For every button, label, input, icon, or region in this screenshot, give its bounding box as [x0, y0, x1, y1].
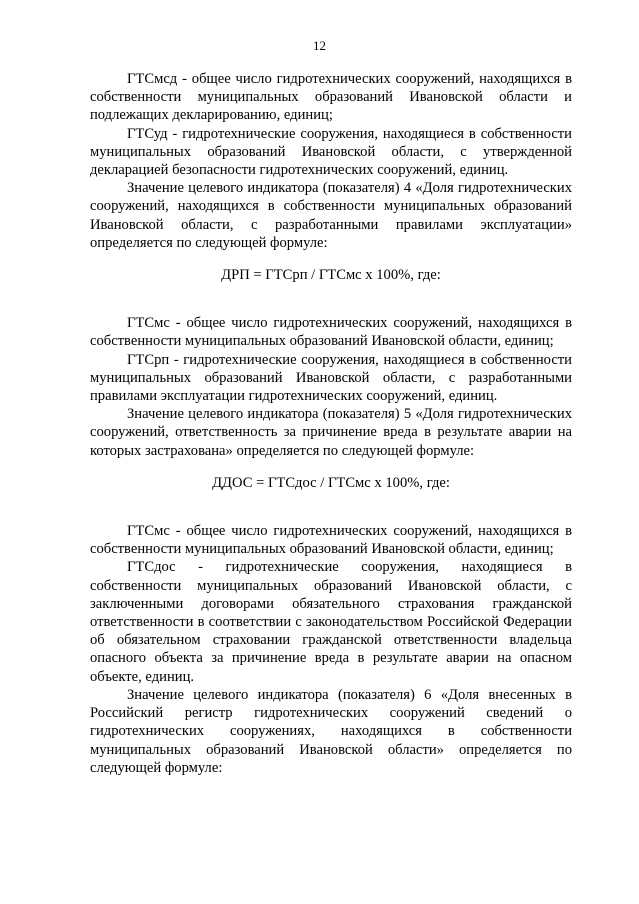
document-body — [90, 70, 572, 777]
paragraph-gtsms-definition-2: ГТСмс - общее число гидротехнических сооружений, находящихся в собственности муниципальных образований Ивановской области, единиц; — [90, 523, 572, 558]
paragraph-gtsmsd-definition: ГТСмсд - общее число гидротехнических сооружений, находящихся в собственности муниципальных образований Ивановской области и подлежащих декларированию, единиц; — [90, 71, 572, 124]
paragraph-gtsud-definition: ГТСуд - гидротехнические сооружения, находящиеся в собственности муниципальных образований Ивановской области, с утвержденной декларацией безопасности гидротехнических сооружений, единиц. — [90, 125, 572, 179]
formula-ddos: ДДОС = ГТСдос / ГТСмс х 100%, где: — [212, 474, 450, 491]
paragraph-indicator-6: Значение целевого индикатора (показателя) 6 «Доля внесенных в Российский регистр гидротехнических сооружений сведений о гидротехнических сооружениях, находящихся в собственности муниципальных образований Ивановской области» определяется по следующей формуле: — [90, 686, 572, 776]
page-number: 12 — [313, 38, 326, 53]
paragraph-indicator-4: Значение целевого индикатора (показателя) 4 «Доля гидротехнических сооружений, находящихся в собственности муниципальных образований Ивановской области, с разработанными правилами эксплуатации» определяется по следующей формуле: — [90, 180, 572, 251]
paragraph-indicator-5: Значение целевого индикатора (показателя) 5 «Доля гидротехнических сооружений, ответственность за причинение вреда в результате аварии на которых застрахована» определяется по следующей формуле: — [90, 406, 572, 459]
paragraph-gtsrp-definition: ГТСрп - гидротехнические сооружения, находящиеся в собственности муниципальных образований Ивановской области, с разработанными правилами эксплуатации гидротехнических сооружений, единиц. — [90, 351, 572, 405]
paragraph-gtsms-definition: ГТСмс - общее число гидротехнических сооружений, находящихся в собственности муниципальных образований Ивановской области, единиц; — [90, 315, 572, 350]
formula-drp: ДРП = ГТСрп / ГТСмс х 100%, где: — [221, 267, 441, 284]
paragraph-gtsdos-definition: ГТСдос - гидротехнические сооружения, находящиеся в собственности муниципальных образований Ивановской области, с заключенными договорами обязательного страхования гражданской ответственности в соответствии с законодательством Российской Федерации об обязательном страховании гражданской ответственности владельца опасного объекта за причинение вреда в результате аварии на опасном объекте, единиц. — [90, 559, 572, 685]
